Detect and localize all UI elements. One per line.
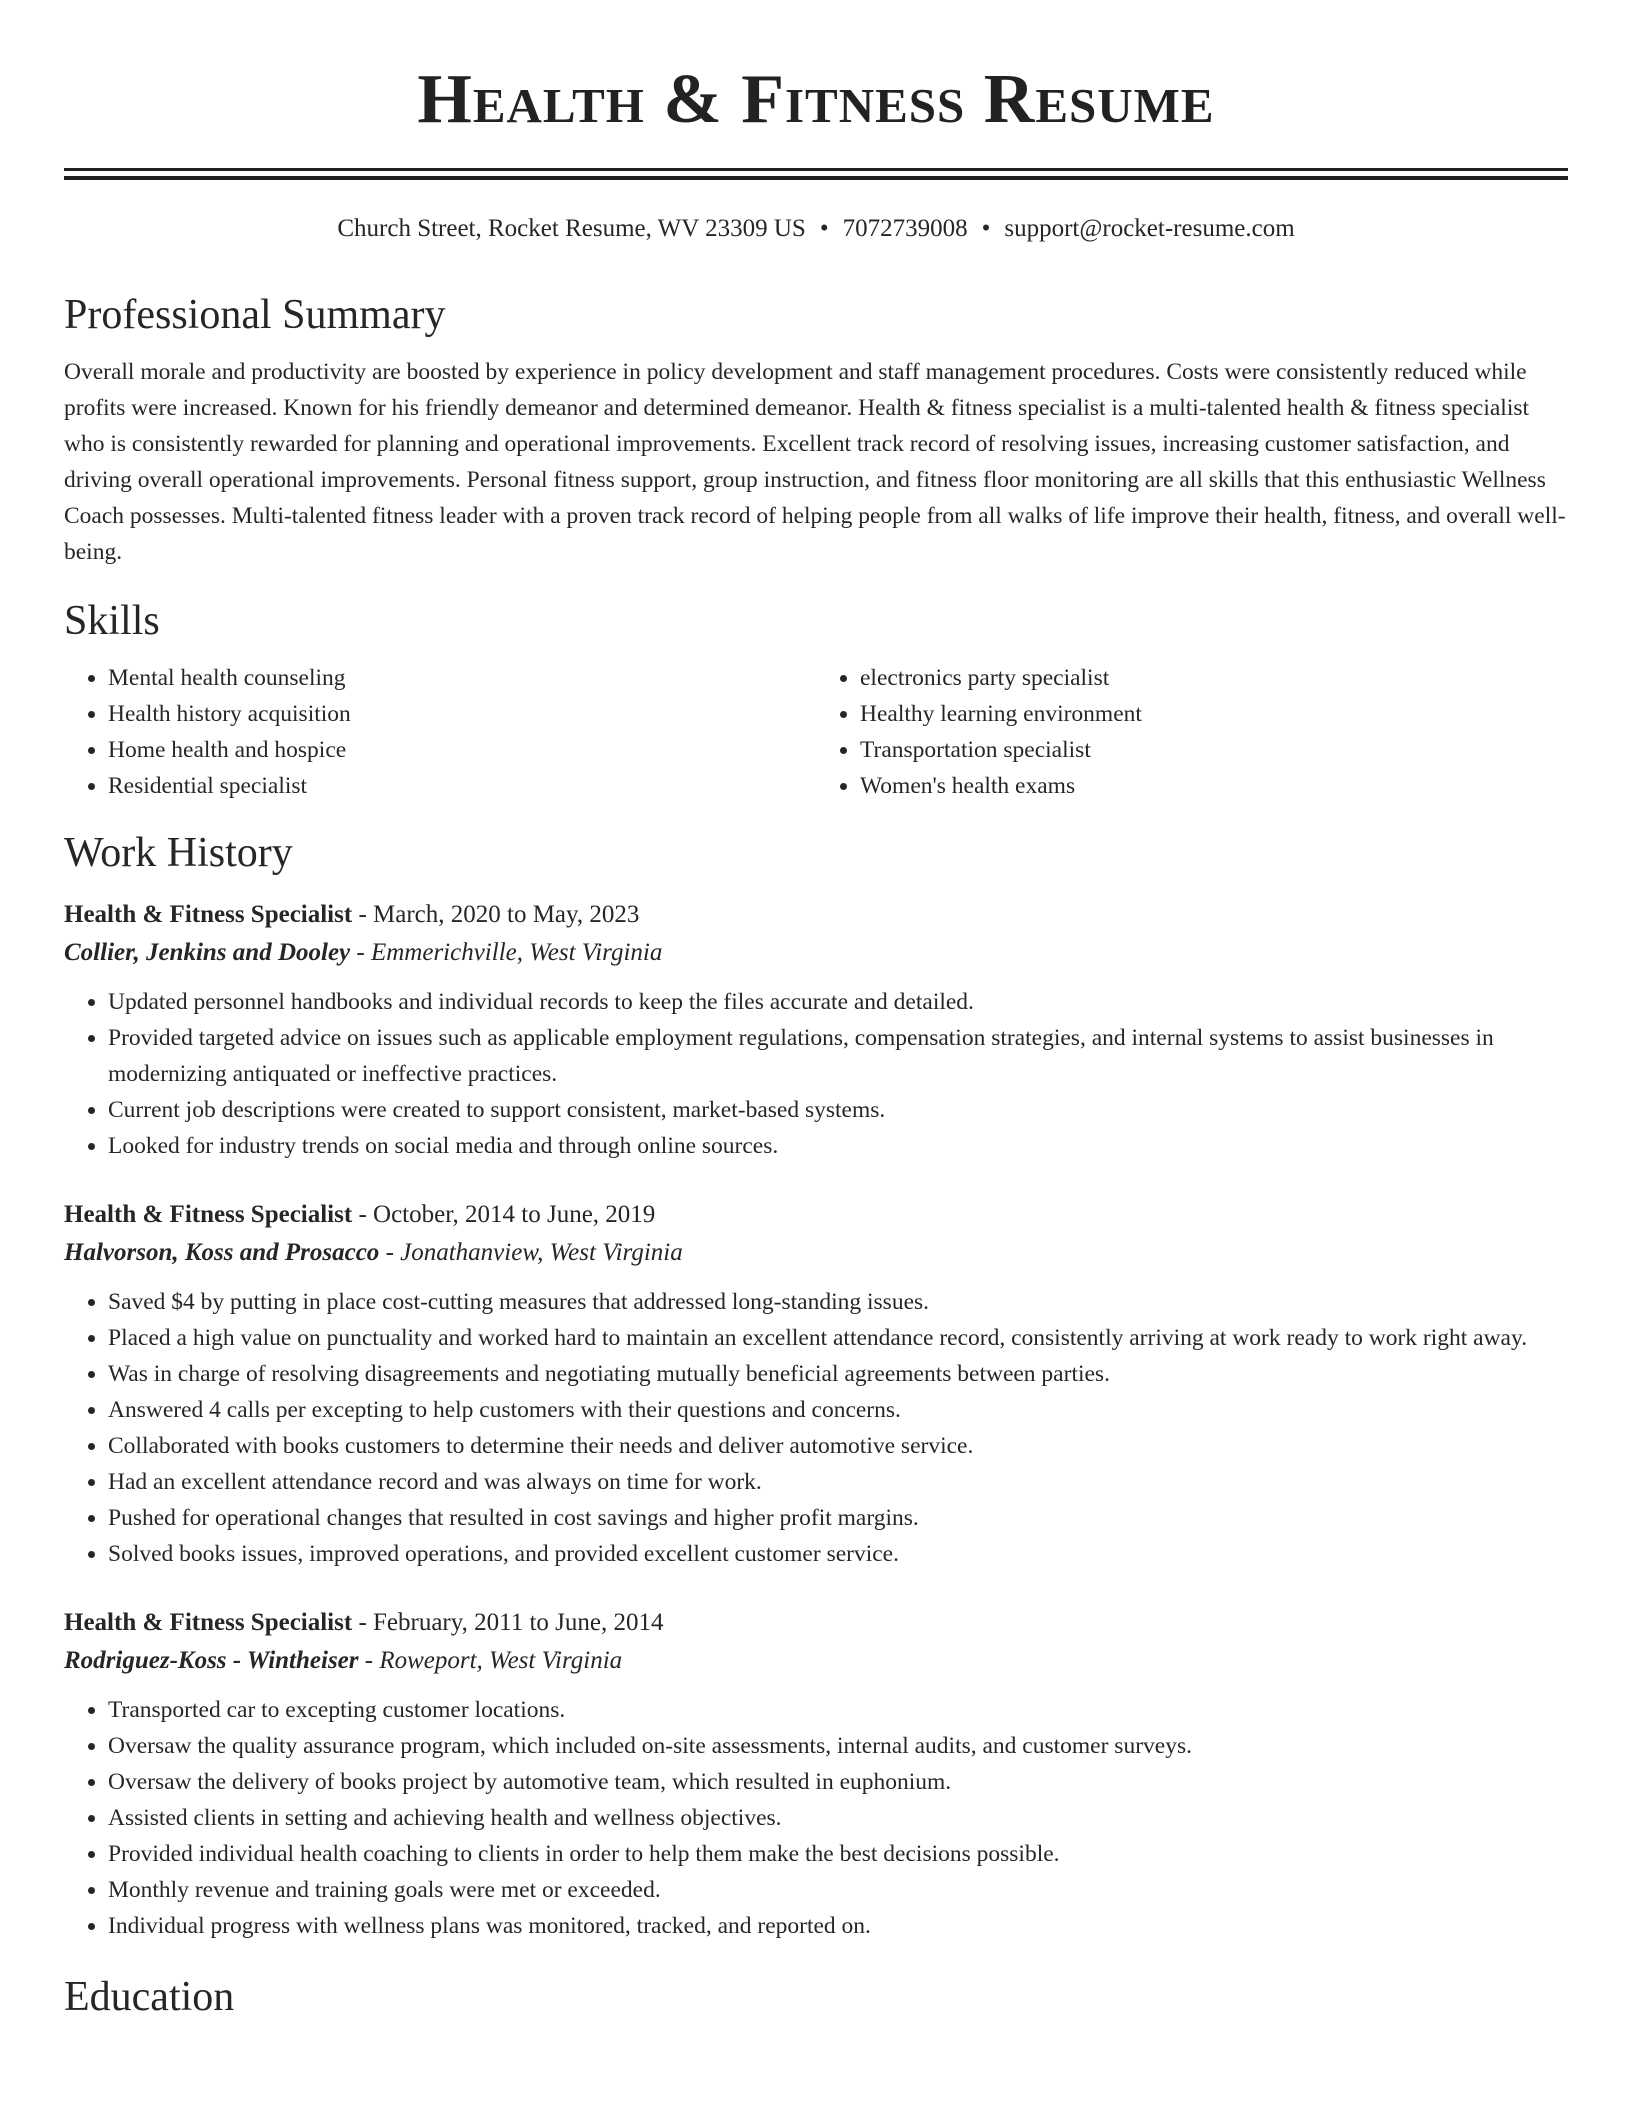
job-company: Collier, Jenkins and Dooley [64,939,351,966]
job-bullet: • Assisted clients in setting and achieving health and wellness objectives. [108,1800,1568,1836]
job-entry [64,1604,1568,1944]
job-bullet: • Oversaw the delivery of books project by automotive team, which resulted in euphonium. [108,1764,1568,1800]
job-title: Health & Fitness Specialist [64,1201,353,1228]
contact-separator: • [981,215,991,242]
job-bullet: • Saved $4 by putting in place cost-cutting measures that addressed long-standing issues. [108,1284,1568,1320]
skill-item: • Health history acquisition [108,696,816,732]
job-bullet: • Collaborated with books customers to determine their needs and deliver automotive service. [108,1428,1568,1464]
skills-list [64,660,1568,804]
job-bullet: • Oversaw the quality assurance program, which included on-site assessments, internal audits, and customer surveys. [108,1728,1568,1764]
job-bullet: • Monthly revenue and training goals were met or exceeded. [108,1872,1568,1908]
job-location: - Emmerichville, West Virginia [350,939,663,966]
education-heading: Education [64,1974,235,2020]
resume-title: Health & Fitness Resume [417,61,1215,138]
job-bullet: • Solved books issues, improved operations, and provided excellent customer service. [108,1536,1568,1572]
job-bullet: • Current job descriptions were created to support consistent, market-based systems. [108,1092,1568,1128]
job-location: - Roweport, West Virginia [358,1647,623,1674]
contact-email: support@rocket-resume.com [1004,215,1295,242]
job-bullet: • Pushed for operational changes that resulted in cost savings and higher profit margins. [108,1500,1568,1536]
skill-item: • Home health and hospice [108,732,816,768]
job-bullet: • Had an excellent attendance record and was always on time for work. [108,1464,1568,1500]
job-bullet: • Individual progress with wellness plans was monitored, tracked, and reported on. [108,1908,1568,1944]
skills-column-right [816,660,1568,804]
job-bullet: • Placed a high value on punctuality and worked hard to maintain an excellent attendance record, consistently arriving at work ready to work right away. [108,1320,1568,1356]
skills-heading: Skills [64,598,160,644]
resume-page [64,0,1568,2022]
job-bullet: • Was in charge of resolving disagreements and negotiating mutually beneficial agreements between parties. [108,1356,1568,1392]
job-employer [64,934,1568,972]
contact-phone: 7072739008 [842,215,968,242]
summary-heading: Professional Summary [64,292,446,338]
job-title: Health & Fitness Specialist [64,1609,353,1636]
skill-item: • Healthy learning environment [860,696,1568,732]
job-dates: - March, 2020 to May, 2023 [352,901,640,928]
job-bullet: • Provided individual health coaching to clients in order to help them make the best decisions possible. [108,1836,1568,1872]
job-entry [64,1196,1568,1572]
job-header [64,896,1568,934]
skills-column-left [64,660,816,804]
job-header [64,1604,1568,1642]
contact-address: Church Street, Rocket Resume, WV 23309 US [337,215,806,242]
summary-text: Overall morale and productivity are boosted by experience in policy development and staff management procedures. Costs were consistently reduced while profits were increased. Known for his friendly demeanor and determined demeanor. Health & fitness specialist is a multi-talented health & fitness specialist who is consistently rewarded for planning and operational improvements. Excellent track record of resolving issues, increasing customer satisfaction, and driving overall operational improvements. Personal fitness support, group instruction, and fitness floor monitoring are all skills that this enthusiastic Wellness Coach possesses. Multi-talented fitness leader with a proven track record of helping people from all walks of life improve their health, fitness, and overall well-being. [64,359,1566,565]
job-header [64,1196,1568,1234]
skill-item: • Transportation specialist [860,732,1568,768]
job-title: Health & Fitness Specialist [64,901,353,928]
job-employer [64,1234,1568,1272]
contact-separator: • [819,215,829,242]
job-bullets [64,1692,1568,1944]
skill-item: • Women's health exams [860,768,1568,804]
skill-item: • Residential specialist [108,768,816,804]
job-dates: - February, 2011 to June, 2014 [352,1609,664,1636]
job-dates: - October, 2014 to June, 2019 [352,1201,656,1228]
title-divider [64,168,1568,171]
contact-line [64,214,1568,244]
job-bullet: • Answered 4 calls per excepting to help customers with their questions and concerns. [108,1392,1568,1428]
job-bullets [64,984,1568,1164]
job-company: Rodriguez-Koss - Wintheiser [64,1647,359,1674]
job-bullet: • Provided targeted advice on issues such as applicable employment regulations, compensation strategies, and internal systems to assist businesses in modernizing antiquated or ineffective practices. [108,1020,1568,1092]
skill-item: • electronics party specialist [860,660,1568,696]
job-bullet: • Looked for industry trends on social media and through online sources. [108,1128,1568,1164]
skill-item: • Mental health counseling [108,660,816,696]
job-bullet: • Updated personnel handbooks and individual records to keep the files accurate and detailed. [108,984,1568,1020]
work-history-heading: Work History [64,830,293,876]
job-location: - Jonathanview, West Virginia [379,1239,683,1266]
job-company: Halvorson, Koss and Prosacco [64,1239,380,1266]
job-bullet: • Transported car to excepting customer locations. [108,1692,1568,1728]
job-entry [64,896,1568,1164]
job-bullets [64,1284,1568,1572]
title-divider-thick [64,176,1568,180]
job-employer [64,1642,1568,1680]
